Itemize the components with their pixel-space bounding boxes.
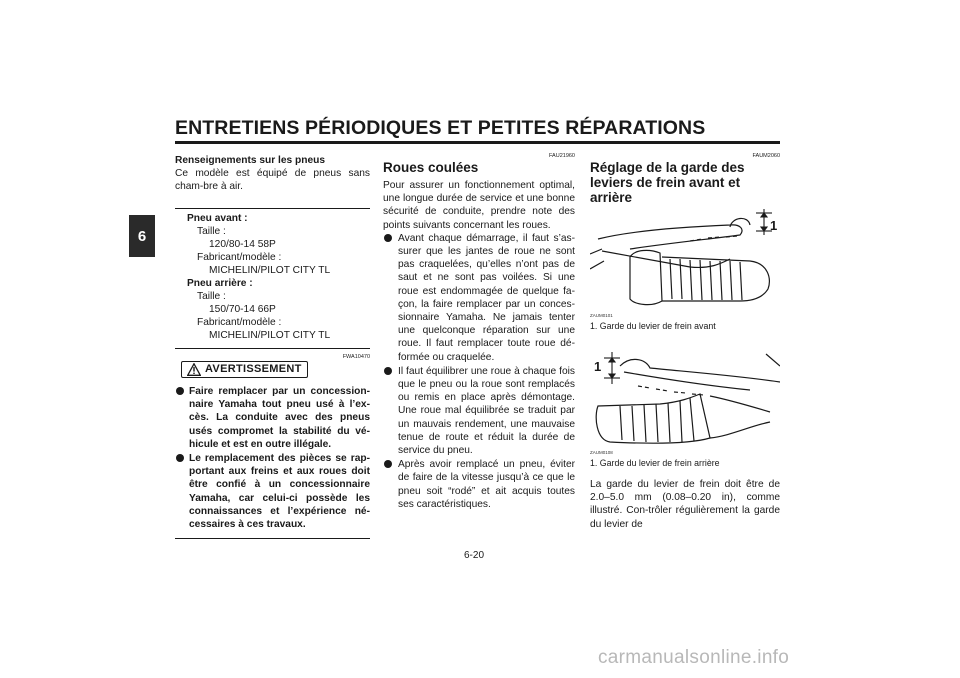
rear-callout-number: 1 <box>594 359 602 374</box>
brake-body-text: La garde du levier de frein doit être de 2.0–5.0 mm (0.08–0.20 in), comme illustré. Con-trôler régulièrement la garde du levier de <box>590 479 780 530</box>
bullet-icon <box>384 367 392 375</box>
warning-block <box>175 361 370 540</box>
warning-item: Faire remplacer par un concession-naire Yamaha tout pneu usé à l’ex-cès. La conduite avec des pneus usés compromet la stabilité du vé-hicule et est en outre illégale. <box>175 385 370 451</box>
front-maker-label: Fabricant/modèle : <box>197 251 282 263</box>
bullet-icon <box>176 387 184 395</box>
front-brake-figure <box>590 209 780 317</box>
rear-model-value: MICHELIN/PILOT CITY TL <box>209 329 331 341</box>
watermark: carmanualsonline.info <box>598 647 790 668</box>
warning-code: FWA10470 <box>342 353 370 360</box>
wheels-item: Il faut équilibrer une roue à chaque fois que le pneu ou la roue sont remplacés ou remis en place après démontage. Une roue mal équilibrée se traduit par un mauvais rendement, une mauvaise tenue de route et réduit la durée de service du pneu. <box>383 365 575 457</box>
tire-spec-box <box>175 208 370 349</box>
warning-item: Le remplacement des pièces se rap-portant aux freins et aux roues doit être confié à un concessionnaire Yamaha, car celui-ci possède les connaissances et l’expérience né-cessaires à ces travaux. <box>175 452 370 531</box>
wheels-title: Roues coulées <box>383 160 479 175</box>
rear-maker-label: Fabricant/modèle : <box>197 316 282 328</box>
page-title: ENTRETIENS PÉRIODIQUES ET PETITES RÉPARATIONS <box>175 117 706 139</box>
front-tire-label: Pneu avant : <box>187 212 248 224</box>
front-callout-number: 1 <box>770 218 778 233</box>
page-number: 6-20 <box>464 550 485 561</box>
chapter-tab: 6 <box>129 215 155 257</box>
wheels-code: FAU21960 <box>549 153 575 159</box>
warning-label: AVERTISSEMENT <box>205 362 302 375</box>
middle-column <box>383 148 575 512</box>
right-column <box>590 148 780 531</box>
wheels-item: Avant chaque démarrage, il faut s’as-surer que les jantes de roue ne sont pas craquelées, qu’elles n’ont pas de saut et ne sont pas voilées. Si une roue est endommagée de quelque fa-çon, la faire remplacer par un conces-sionnaire Yamaha. Ne jamais tenter une quelconque réparation sur une roue. Il faut remplacer toute roue dé-formée ou craquelée. <box>383 232 575 364</box>
brake-title: Réglage de la garde des leviers de frein avant et arrière <box>590 160 745 205</box>
rear-size-value: 150/70-14 66P <box>209 303 276 315</box>
bullet-icon <box>384 234 392 242</box>
tire-info-intro: Ce modèle est équipé de pneus sans cham-bre à air. <box>175 168 370 193</box>
rear-figure-code: ZAUM0108 <box>590 450 613 455</box>
bullet-icon <box>176 454 184 462</box>
front-brake-lever-illustration <box>590 209 780 309</box>
rear-brake-lever-illustration <box>590 346 780 446</box>
warning-list <box>175 385 370 531</box>
front-figure-caption: 1. Garde du levier de frein avant <box>590 321 716 331</box>
warning-triangle-icon <box>187 363 201 376</box>
rear-brake-figure <box>590 346 780 454</box>
front-size-value: 120/80-14 58P <box>209 238 276 250</box>
wheels-item: Après avoir remplacé un pneu, éviter de faire de la vitesse jusqu’à ce que le pneu soit “rodé” et ait acquis toutes ses caractéristiques. <box>383 458 575 511</box>
warning-badge <box>181 361 308 378</box>
bullet-icon <box>384 460 392 468</box>
front-figure-code: ZAUM0101 <box>590 313 613 318</box>
tire-info-heading: Renseignements sur les pneus <box>175 155 326 166</box>
front-model-value: MICHELIN/PILOT CITY TL <box>209 264 331 276</box>
wheels-intro: Pour assurer un fonctionnement optimal, une longue durée de service et une bonne sécurité de conduite, prendre note des points suivants concernant les roues. <box>383 180 575 231</box>
title-rule <box>175 141 780 144</box>
brake-code: FAUM2060 <box>752 153 780 159</box>
rear-tire-label: Pneu arrière : <box>187 277 253 289</box>
left-column <box>175 148 370 539</box>
rear-figure-caption: 1. Garde du levier de frein arrière <box>590 458 720 468</box>
rear-size-label: Taille : <box>197 290 226 302</box>
front-size-label: Taille : <box>197 225 226 237</box>
